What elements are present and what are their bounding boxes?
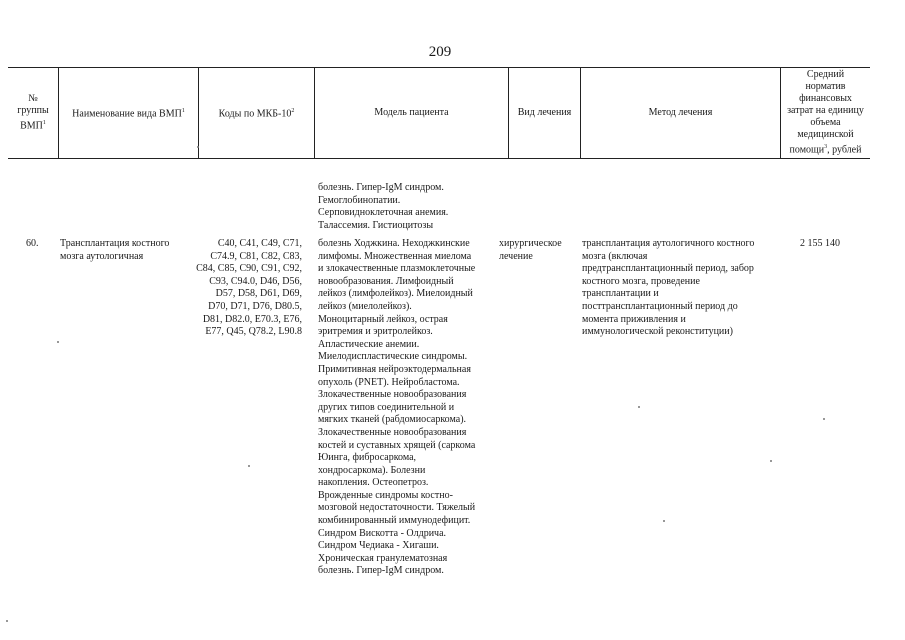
header-treatment-type: Вид лечения (508, 68, 580, 158)
scan-speck (57, 341, 59, 343)
scan-speck (770, 460, 772, 462)
scan-speck (823, 418, 825, 420)
patient-model-continuation: болезнь. Гипер-IgM синдром. Гемоглобинопатии. Серповидноклеточная анемия. Талассемия. Гистиоцитозы (318, 182, 449, 231)
header-vmp-name: Наименование вида ВМП$^1$ (58, 68, 198, 158)
scan-speck (197, 146, 199, 148)
page-number: 209 (428, 44, 452, 60)
header-group-number: № группы ВМП$^1$ (17, 93, 49, 132)
treatment-method-cell: трансплантация аутологичного костного мозга (включая предтрансплантационный период, забор костного мозга, проведение трансплантации и посттрансплантационный период до момента приживления и иммунологической реконституции) (582, 238, 755, 338)
header-treatment-method: Метод лечения (580, 68, 780, 158)
header-icd-codes: Коды по МКБ-$10^2$ (198, 68, 314, 158)
row-number: 60. (26, 238, 39, 249)
table-header (8, 67, 870, 159)
scan-speck (248, 465, 250, 467)
cost-cell: 2 155 140 (800, 238, 840, 249)
scan-speck (6, 620, 8, 622)
scan-speck (638, 406, 640, 408)
header-cost: Средний норматив финансовых затрат на единицу объема медицинской помощи$^3$, рублей (780, 68, 870, 158)
vmp-name-cell: Трансплантация костного мозга аутологичная (60, 238, 170, 262)
treatment-type-cell: хирургическое лечение (499, 238, 562, 262)
icd-codes-cell: C40, C41, C49, C71, C74.9, C81, C82, C83, C84, C85, C90, C91, C92, C93, C94.0, D46, D56, D57, D58, D61, D69, D70, D71, D76, D80.5, D81, D82.0, E70.3, E76, E77, Q45, Q78.2, L90.8 (196, 238, 302, 338)
header-patient-model: Модель пациента (314, 68, 508, 158)
scan-speck (663, 520, 665, 522)
patient-model-cell: болезнь Ходжкина. Неходжкинские лимфомы. Множественная миелома и злокачественные плазмоклеточные новообразования. Лимфоидный лейкоз (лимфолейкоз). Миелоидный лейкоз (миелолейкоз). Моноцитарный лейкоз, острая эритремия и эритролейкоз. Апластические анемии. Миелодиспластические синдромы. Примитивная нейроэктодермальная опухоль (PNET). Нейробластома. Злокачественные новообразования других типов соединительной и мягких тканей (рабдомиосаркома). Злокачественные новообразования костей и суставных хрящей (саркома Юинга, фибросаркома, хондросаркома). Болезни накопления. Остеопетроз. Врожденные синдромы костно- мозговой недостаточности. Тяжелый комбинированный иммунодефицит. Синдром Вискотта - Олдрича. Синдром Чедиака - Хигаши. Хроническая гранулематозная болезнь. Гипер-IgM синдром. (318, 238, 476, 577)
